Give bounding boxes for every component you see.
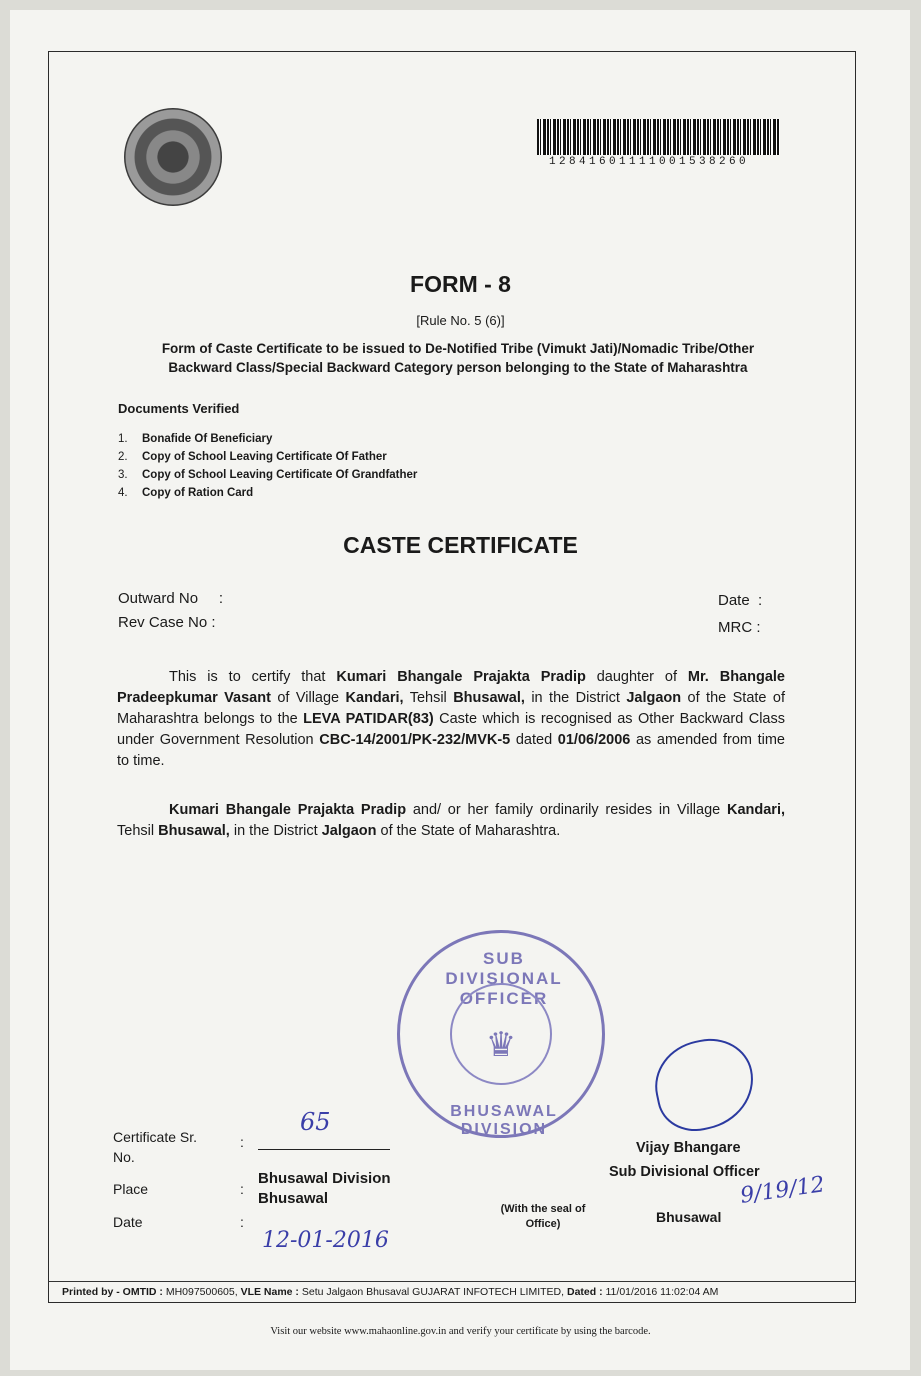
father-name: Mr. Bhangale Pradeepkumar Vasant [117, 669, 785, 706]
certificate-title: CASTE CERTIFICATE [343, 532, 578, 558]
officer-place: Bhusawal [656, 1209, 722, 1225]
mrc-label: MRC : [718, 619, 761, 636]
item-number: 4. [118, 487, 128, 499]
residence-paragraph: Kumari Bhangale Prajakta Pradip and/ or her family ordinarily resides in Village Kandari, Tehsil Bhusawal, in the District Jalgaon of the State of Maharashtra. [117, 802, 785, 839]
caste-name: LEVA PATIDAR(83) [303, 711, 434, 727]
outward-no-label: Outward No : [118, 590, 224, 607]
form-subtitle [118, 339, 798, 377]
footer-divider [48, 1281, 856, 1282]
printed-by-footer: Printed by - OMTID : MH097500605, VLE Name : Setu Jalgaon Bhusaval GUJARAT INFOTECH LIMITED, Dated : 11/01/2016 11:02:04 AM [62, 1286, 719, 1298]
resolution-number: CBC-14/2001/PK-232/MVK-5 [319, 732, 511, 748]
seal-note: (With the seal of Office) [500, 1203, 586, 1230]
list-item [118, 448, 417, 466]
handwritten-sign-date: 9/19/12 [738, 1172, 827, 1209]
item-number: 1. [118, 433, 128, 445]
handwritten-issue-date: 12-01-2016 [262, 1228, 389, 1253]
officer-title: Sub Divisional Officer [609, 1164, 760, 1180]
item-number: 2. [118, 451, 128, 463]
date-label: Date : [718, 592, 763, 609]
item-text: Bonafide Of Beneficiary [142, 433, 273, 445]
colon: : [240, 1214, 244, 1230]
documents-heading: Documents Verified [118, 401, 240, 416]
certification-paragraph: This is to certify that Kumari Bhangale Prajakta Pradip daughter of Mr. Bhangale Pradeepkumar Vasant of Village Kandari, Tehsil Bhusawal, in the District Jalgaon of the State of Maharashtra belongs to the LEVA PATIDAR(83) Caste which is recognised as Other Backward Class under Government Resolution CBC-14/2001/PK-232/MVK-5 dated 01/06/2006 as amended from time to time. [117, 669, 785, 769]
documents-list [118, 430, 417, 502]
item-number: 3. [118, 469, 128, 481]
verification-note: Visit our website www.mahaonline.gov.in and verify your certificate by using the barcode. [270, 1326, 651, 1337]
barcode-number: 12841601111001538260 [549, 156, 750, 168]
seal-top-text: SUB DIVISIONAL OFFICER [445, 949, 563, 1008]
certificate-sr-value: 65 [300, 1108, 331, 1136]
place-label: Place [113, 1181, 149, 1197]
place-value: Bhusawal Division Bhusawal [258, 1170, 391, 1207]
sr-no-underline [258, 1149, 390, 1150]
item-text: Copy of School Leaving Certificate Of Grandfather [142, 469, 418, 481]
list-item [118, 484, 417, 502]
office-seal-stamp [397, 930, 605, 1138]
certificate-sr-label: Certificate Sr. No. [113, 1129, 198, 1165]
form-title: FORM - 8 [410, 271, 511, 297]
state-emblem-seal [124, 108, 222, 206]
beneficiary-name: Kumari Bhangale Prajakta Pradip [336, 669, 586, 685]
item-text: Copy of School Leaving Certificate Of Father [142, 451, 387, 463]
colon: : [240, 1181, 244, 1197]
subtitle-line-2: Backward Class/Special Backward Category person belonging to the State of Maharashtra [168, 360, 748, 375]
date-label-bottom: Date [113, 1214, 143, 1230]
lion-capital-icon: ♛ [485, 1026, 517, 1064]
barcode [537, 119, 780, 155]
seal-bottom-text: BHUSAWAL DIVISION [450, 1103, 558, 1138]
rule-reference: [Rule No. 5 (6)] [416, 313, 505, 328]
rev-case-no-label: Rev Case No : [118, 614, 216, 631]
officer-name: Vijay Bhangare [636, 1140, 741, 1156]
list-item [118, 466, 417, 484]
colon: : [240, 1134, 244, 1150]
list-item [118, 430, 417, 448]
subtitle-line-1: Form of Caste Certificate to be issued to De-Notified Tribe (Vimukt Jati)/Nomadic Tribe/Other [161, 341, 755, 356]
item-text: Copy of Ration Card [142, 487, 254, 499]
